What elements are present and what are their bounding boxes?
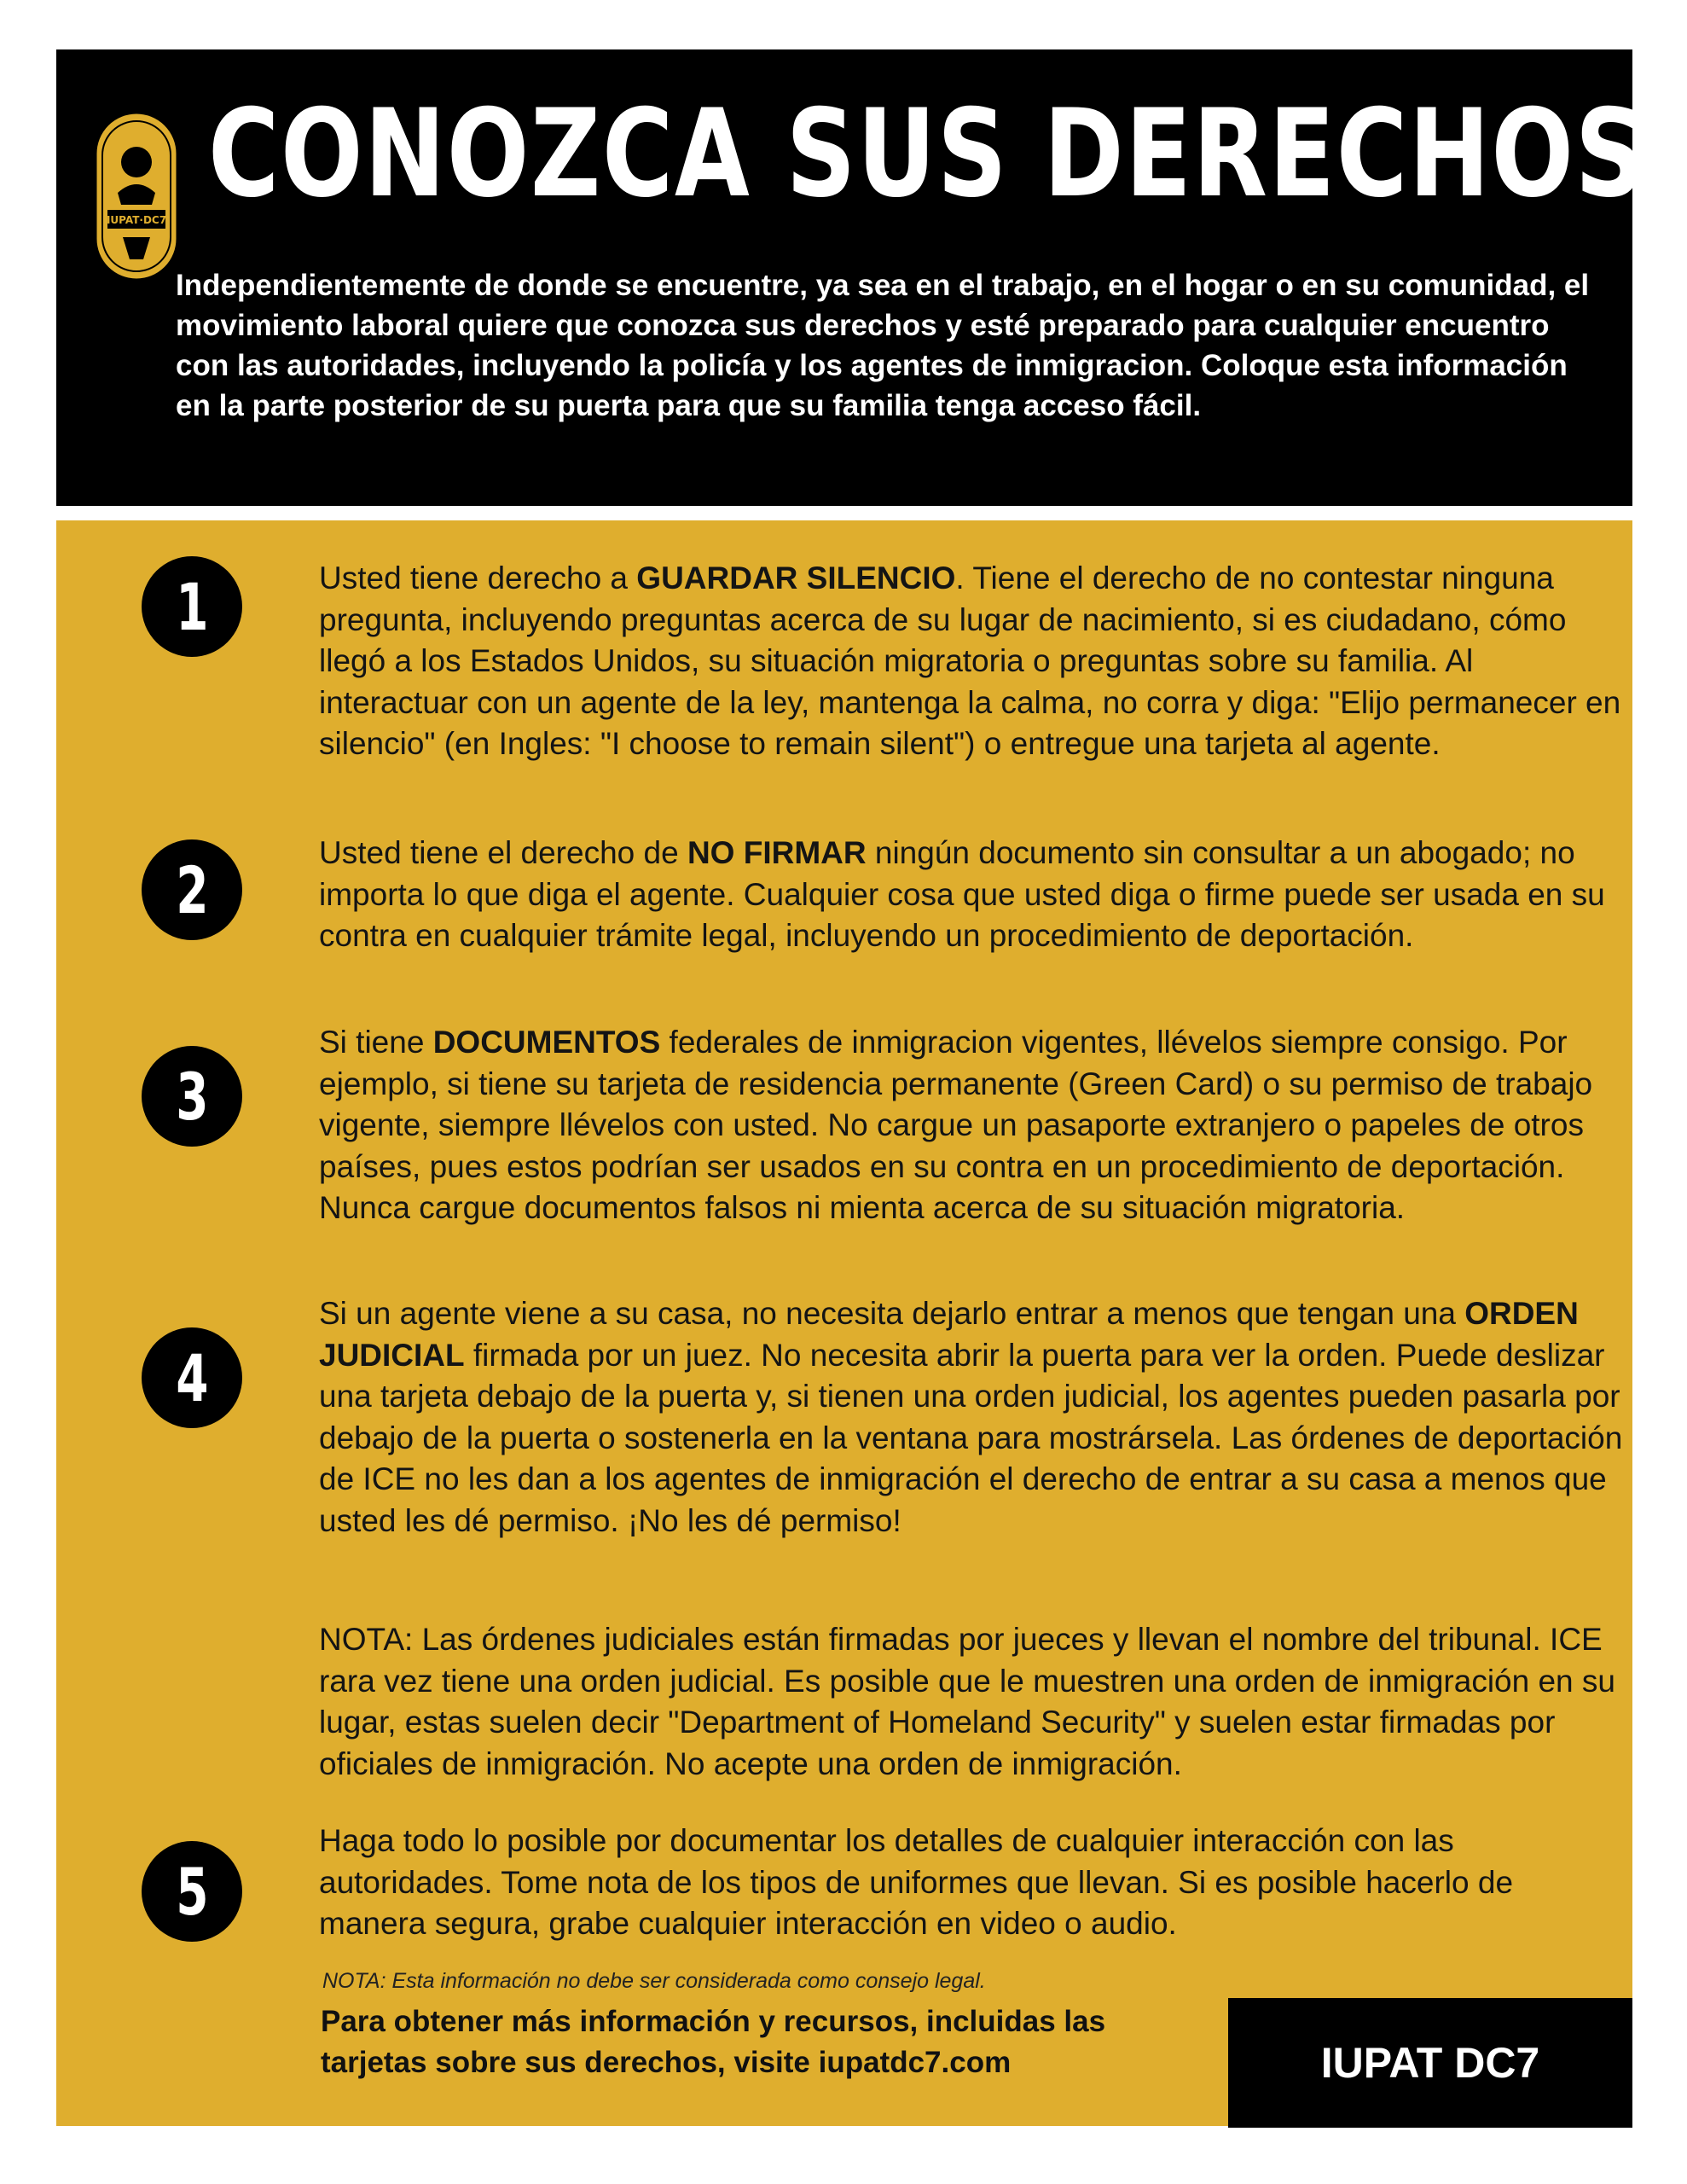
right-1-text: Usted tiene derecho a GUARDAR SILENCIO. Tiene el derecho de no contestar ninguna pregunta, incluyendo preguntas acerca de su lugar de nacimiento, si es ciudadano, cómo llegó a los Estados Unidos, su situación migratoria o preguntas sobre su familia. Al interactuar con un agente de la ley, mantenga la calma, no corra y diga: "Elijo permanecer en silencio" (en Ingles: "I choose to remain silent") o entregue una tarjeta al agente.: [319, 561, 1621, 761]
right-2-text: Usted tiene el derecho de NO FIRMAR ningún documento sin consultar a un abogado; no importa lo que diga el agente. Cualquier cosa que usted diga o firme puede ser usada en su contra en cualquier trámite legal, incluyendo un procedimiento de deportación.: [319, 835, 1605, 953]
more-info-text: Para obtener más información y recursos, incluidas las tarjetas sobre sus derechos, visite iupatdc7.com: [321, 2005, 1106, 2079]
number-badge-3: 3: [142, 1046, 242, 1147]
svg-text:IUPAT·DC7: IUPAT·DC7: [106, 214, 167, 226]
right-5-text: Haga todo lo posible por documentar los detalles de cualquier interacción con las autoridades. Tome nota de los tipos de uniformes que llevan. Si es posible hacerlo de manera segura, grabe cualquier interacción en video o audio.: [319, 1823, 1514, 1941]
intro-text: Independientemente de donde se encuentre, ya sea en el trabajo, en el hogar o en su comunidad, el movimiento laboral quiere que conozca sus derechos y esté preparado para cualquier encuentro con las autoridades, incluyendo la policía y los agentes de inmigracion. Coloque esta información en la parte posterior de su puerta para que su familia tenga acceso fácil.: [176, 269, 1590, 422]
rights-panel: [56, 520, 1632, 2126]
number-badge-1: 1: [142, 556, 242, 657]
page-title: CONOZCA SUS DERECHOS: [208, 84, 1647, 224]
header-banner: [56, 49, 1647, 506]
number-badge-4: 4: [142, 1327, 242, 1428]
number-badge-5: 5: [142, 1841, 242, 1942]
legal-disclaimer: NOTA: Esta información no debe ser considerada como consejo legal.: [322, 1969, 986, 1993]
iupat-dc7-logo: [92, 109, 181, 283]
right-4-text: Si un agente viene a su casa, no necesita dejarlo entrar a menos que tengan una ORDEN JUDICIAL firmada por un juez. No necesita abrir la puerta para ver la orden. Puede deslizar una tarjeta debajo de la puerta y, si tienen una orden judicial, los agentes pueden pasarla por debajo de la puerta o sostenerla en la ventana para mostrársela. Las órdenes de deportación de ICE no les dan a los agentes de inmigración el derecho de entrar a su casa a menos que usted les dé permiso. ¡No les dé permiso!: [319, 1296, 1623, 1538]
right-3-text: Si tiene DOCUMENTOS federales de inmigracion vigentes, llévelos siempre consigo. Por ejemplo, si tiene su tarjeta de residencia permanente (Green Card) o su permiso de trabajo vigente, siempre llévelos con usted. No cargue un pasaporte extranjero o papeles de otros países, pues estos podrían ser usados en su contra en un procedimiento de deportación. Nunca cargue documentos falsos ni mienta acerca de su situación migratoria.: [319, 1025, 1593, 1225]
judicial-order-note: NOTA: Las órdenes judiciales están firmadas por jueces y llevan el nombre del tribunal. ICE rara vez tiene una orden judicial. Es posible que le muestren una orden de inmigración en su lugar, estas suelen decir "Department of Homeland Security" y suelen estar firmadas por oficiales de inmigración. No acepte una orden de inmigración.: [319, 1622, 1615, 1781]
brand-badge: IUPAT DC7: [1228, 1998, 1632, 2128]
number-badge-2: 2: [142, 839, 242, 940]
